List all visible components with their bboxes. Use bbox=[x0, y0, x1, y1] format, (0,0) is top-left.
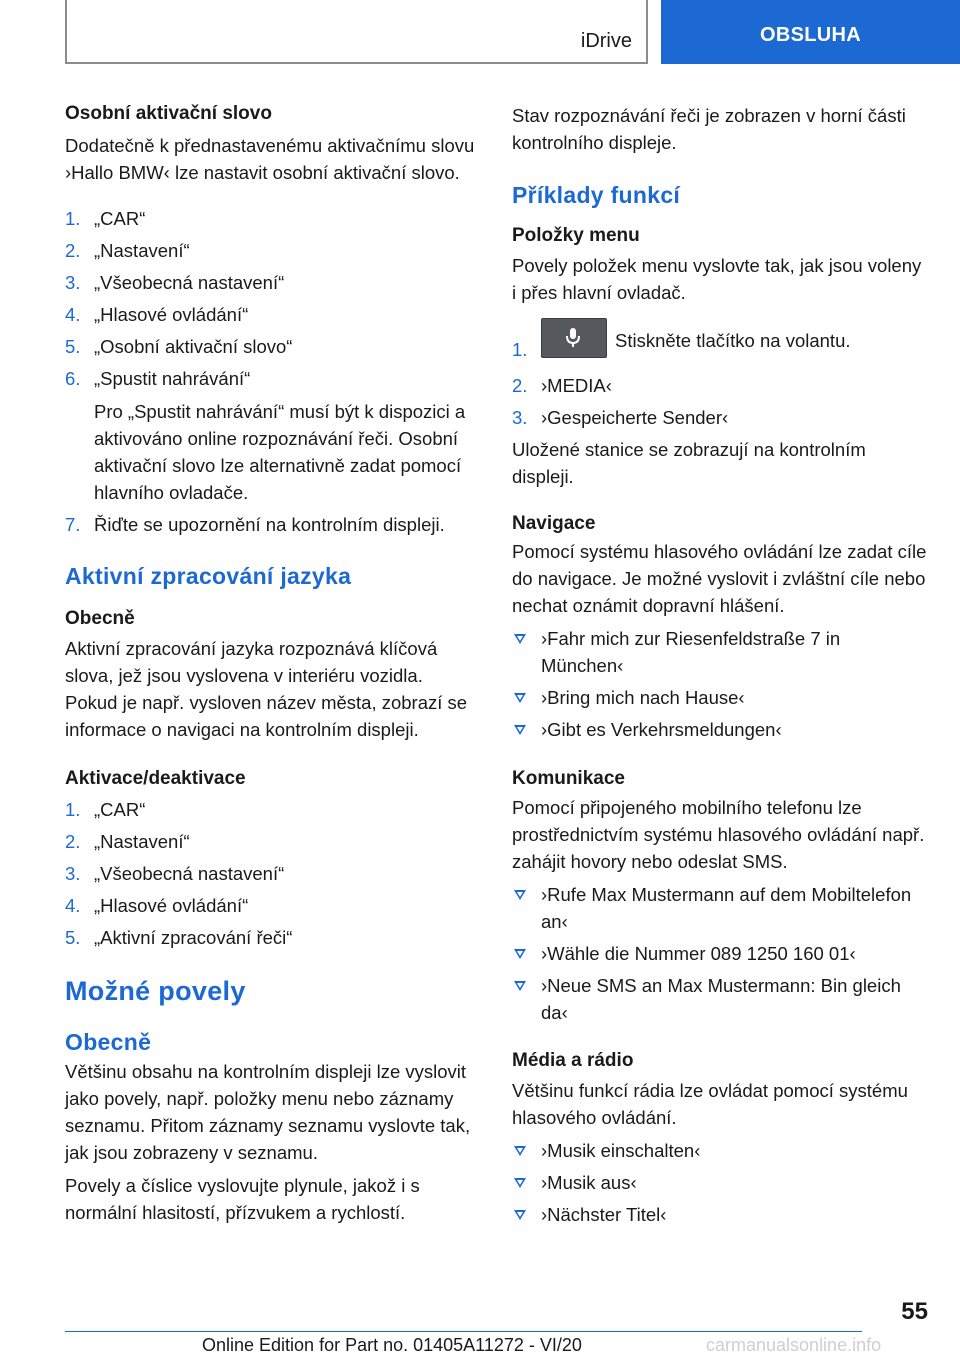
list-item: ›Gibt es Verkehrsmeldungen‹ bbox=[512, 716, 927, 743]
commands-text-1: Většinu obsahu na kontrolním displeji lze vyslovit jako povely, např. položky menu nebo záznamy seznamu. Přitom záznamy seznamu vyslovte tak, jak jsou zobrazeny v seznamu. bbox=[65, 1061, 471, 1163]
communication-commands-list bbox=[512, 881, 927, 1026]
bullet-icon bbox=[514, 725, 526, 735]
menu-items-text: Povely položek menu vyslovte tak, jak jsou voleny i přes hlavní ovladač. bbox=[512, 255, 922, 303]
commands-general-heading: Obecně bbox=[65, 1029, 152, 1055]
list-item: 4. „Hlasové ovládání“ bbox=[65, 895, 249, 916]
bullet-icon bbox=[514, 1146, 526, 1156]
personal-steps-list bbox=[65, 205, 477, 538]
footer-divider bbox=[65, 1331, 862, 1332]
bullet-icon bbox=[514, 1178, 526, 1188]
list-item: ›Musik einschalten‹ bbox=[512, 1137, 927, 1164]
right-column bbox=[512, 100, 927, 1228]
section-title: iDrive bbox=[580, 30, 632, 52]
list-item: ›Fahr mich zur Riesenfeldstraße 7 in München‹ bbox=[512, 625, 927, 679]
bullet-icon bbox=[514, 1210, 526, 1220]
footer-watermark: carmanualsonline.info bbox=[706, 1335, 882, 1355]
personal-word-text: Dodatečně k přednastavenému aktivačnímu slovu ›Hallo BMW‹ lze nastavit osobní aktivační slovo. bbox=[65, 135, 475, 183]
list-item: 7. Řiďte se upozornění na kontrolním displeji. bbox=[65, 514, 445, 535]
media-text: Většinu funkcí rádia lze ovládat pomocí systému hlasového ovládání. bbox=[512, 1080, 908, 1128]
list-item: 2. ›MEDIA‹ bbox=[512, 375, 612, 396]
left-column bbox=[65, 100, 477, 1226]
active-processing-heading: Aktivní zpracování jazyka bbox=[65, 563, 352, 589]
activation-title: Aktivace/deaktivace bbox=[65, 768, 246, 789]
media-commands-list bbox=[512, 1137, 927, 1228]
list-item: ›Nächster Titel‹ bbox=[512, 1201, 927, 1228]
activation-steps-list bbox=[65, 796, 477, 951]
navigation-text: Pomocí systému hlasového ovládání lze zadat cíle do navigace. Je možné vyslovit i zvláštní cíle nebo nechat oznámit dopravní hlášení. bbox=[512, 541, 927, 616]
media-title: Média a rádio bbox=[512, 1050, 634, 1071]
list-item: 3. „Všeobecná nastavení“ bbox=[65, 863, 285, 884]
list-item: 3. ›Gespeicherte Sender‹ bbox=[512, 407, 729, 428]
list-item: 1. „CAR“ bbox=[65, 208, 146, 229]
list-item: 4. „Hlasové ovládání“ bbox=[65, 304, 249, 325]
general-title: Obecně bbox=[65, 608, 135, 629]
communication-title: Komunikace bbox=[512, 768, 625, 789]
list-item: 1. Stiskněte tlačítko na volantu. bbox=[512, 322, 927, 362]
bullet-icon bbox=[514, 634, 526, 644]
navigation-commands-list bbox=[512, 625, 927, 743]
list-item: ›Wähle die Nummer 089 1250 160 01‹ bbox=[512, 940, 927, 967]
bullet-icon bbox=[514, 981, 526, 991]
header-frame bbox=[65, 0, 648, 64]
menu-after-text: Uložené stanice se zobrazují na kontrolním displeji. bbox=[512, 439, 866, 487]
footer-edition: Online Edition for Part no. 01405A11272 - VI/20 bbox=[202, 1335, 582, 1355]
menu-items-title: Položky menu bbox=[512, 225, 640, 246]
commands-text-2: Povely a číslice vyslovujte plynule, jakož i s normální hlasitostí, přízvukem a rychlostí. bbox=[65, 1175, 420, 1223]
list-item: 6. „Spustit nahrávání“ Pro „Spustit nahrávání“ musí být k dispozici a aktivováno online rozpoznávání řeči. Osobní aktivační slovo lze alternativně zadat pomocí hlavního ovladače. bbox=[65, 365, 477, 506]
navigation-title: Navigace bbox=[512, 513, 596, 534]
list-item: ›Musik aus‹ bbox=[512, 1169, 927, 1196]
bullet-icon bbox=[514, 890, 526, 900]
status-text: Stav rozpoznávání řeči je zobrazen v horní části kontrolního displeje. bbox=[512, 105, 906, 153]
list-item-note: Pro „Spustit nahrávání“ musí být k dispozici a aktivováno online rozpoznávání řeči. Osobní aktivační slovo lze alternativně zadat pomocí hlavního ovladače. bbox=[94, 401, 466, 503]
list-item: ›Rufe Max Mustermann auf dem Mobiltelefon an‹ bbox=[512, 881, 927, 935]
voice-button bbox=[541, 318, 607, 358]
list-item: 5. „Aktivní zpracování řeči“ bbox=[65, 927, 293, 948]
commands-heading: Možné povely bbox=[65, 976, 246, 1006]
list-item: ›Bring mich nach Hause‹ bbox=[512, 684, 927, 711]
menu-steps-list bbox=[512, 322, 927, 431]
list-item: 5. „Osobní aktivační slovo“ bbox=[65, 336, 293, 357]
page-number: 55 bbox=[901, 1298, 928, 1325]
microphone-icon bbox=[564, 327, 582, 349]
general-text: Aktivní zpracování jazyka rozpoznává klíčová slova, jež jsou vyslovena v interiéru vozidla. Pokud je např. vysloven název města, zobrazí se informace o navigaci na kontrolním displeji. bbox=[65, 638, 468, 740]
list-item: 1. „CAR“ bbox=[65, 799, 146, 820]
bullet-icon bbox=[514, 949, 526, 959]
list-item: ›Neue SMS an Max Mustermann: Bin gleich da‹ bbox=[512, 972, 927, 1026]
chapter-tab[interactable]: OBSLUHA bbox=[661, 0, 960, 64]
bullet-icon bbox=[514, 693, 526, 703]
communication-text: Pomocí připojeného mobilního telefonu lze prostřednictvím systému hlasového ovládání např. zahájit hovory nebo odeslat SMS. bbox=[512, 797, 925, 872]
list-item: 2. „Nastavení“ bbox=[65, 240, 190, 261]
list-item: 3. „Všeobecná nastavení“ bbox=[65, 272, 285, 293]
personal-word-title: Osobní aktivační slovo bbox=[65, 103, 272, 124]
list-item: 2. „Nastavení“ bbox=[65, 831, 190, 852]
examples-heading: Příklady funkcí bbox=[512, 182, 681, 208]
